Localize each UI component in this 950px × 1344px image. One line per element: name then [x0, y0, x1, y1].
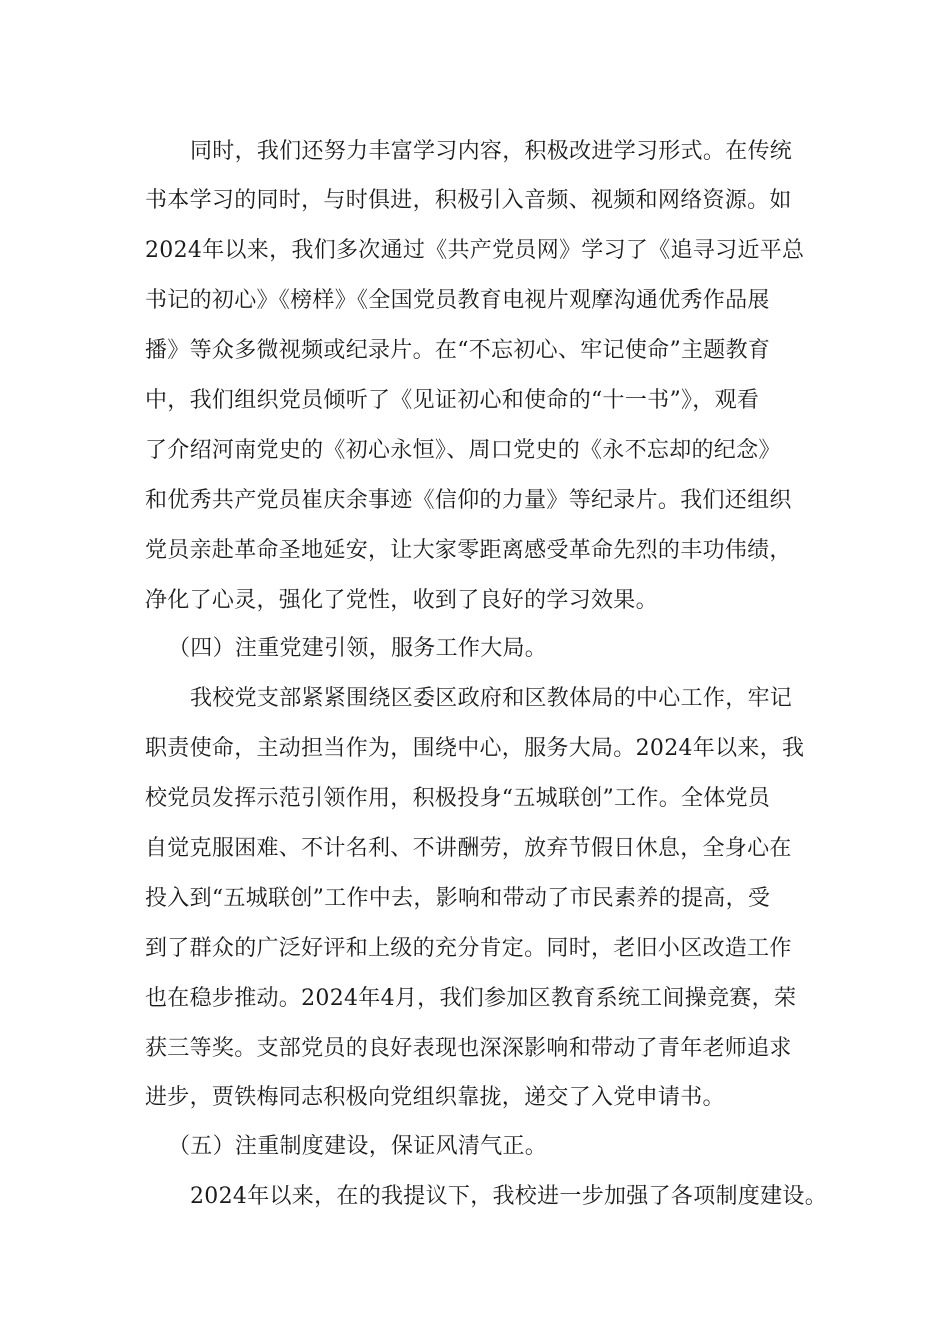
paragraph-line: 同时，我们还努力丰富学习内容，积极改进学习形式。在传统	[190, 139, 793, 164]
paragraph-line: 播》等众多微视频或纪录片。在“不忘初心、牢记使命”主题教育	[145, 338, 771, 363]
paragraph-line: 党员亲赴革命圣地延安，让大家零距离感受革命先烈的丰功伟绩，	[145, 538, 792, 563]
paragraph-line: 我校党支部紧紧围绕区委区政府和区教体局的中心工作，牢记	[190, 686, 793, 711]
paragraph-line: 也在稳步推动。2024年4月，我们参加区教育系统工间操竞赛，荣	[145, 986, 797, 1011]
section-heading-five: （五）注重制度建设，保证风清气正。	[168, 1134, 548, 1159]
paragraph-line: 校党员发挥示范引领作用，积极投身“五城联创”工作。全体党员	[145, 786, 771, 811]
paragraph-line: 书记的初心》《榜样》《全国党员教育电视片观摩沟通优秀作品展	[145, 288, 770, 313]
paragraph-line: 2024年以来，我们多次通过《共产党员网》学习了《追寻习近平总	[145, 238, 805, 263]
paragraph-line: 书本学习的同时，与时俱进，积极引入音频、视频和网络资源。如	[145, 188, 792, 213]
paragraph-line: 了介绍河南党史的《初心永恒》、周口党史的《永不忘却的纪念》	[145, 438, 781, 463]
paragraph-line: 自觉克服困难、不计名利、不讲酬劳，放弃节假日休息，全身心在	[145, 836, 792, 861]
paragraph-line: 投入到“五城联创”工作中去，影响和带动了市民素养的提高，受	[145, 886, 771, 911]
paragraph-line: 和优秀共产党员崔庆余事迹《信仰的力量》等纪录片。我们还组织	[145, 488, 792, 513]
paragraph-line: 获三等奖。支部党员的良好表现也深深影响和带动了青年老师追求	[145, 1036, 792, 1061]
paragraph-line: 进步，贾铁梅同志积极向党组织靠拢，递交了入党申请书。	[145, 1085, 725, 1110]
paragraph-line: 净化了心灵，强化了党性，收到了良好的学习效果。	[145, 588, 658, 613]
section-heading-four: （四）注重党建引领，服务工作大局。	[168, 636, 548, 661]
paragraph-line: 职责使命，主动担当作为，围绕中心，服务大局。2024年以来，我	[145, 736, 805, 761]
paragraph-line: 2024年以来，在的我提议下，我校进一步加强了各项制度建设。	[190, 1184, 827, 1209]
paragraph-line: 中，我们组织党员倾听了《见证初心和使命的“十一书”》，观看	[145, 388, 760, 413]
paragraph-line: 到了群众的广泛好评和上级的充分肯定。同时，老旧小区改造工作	[145, 936, 792, 961]
